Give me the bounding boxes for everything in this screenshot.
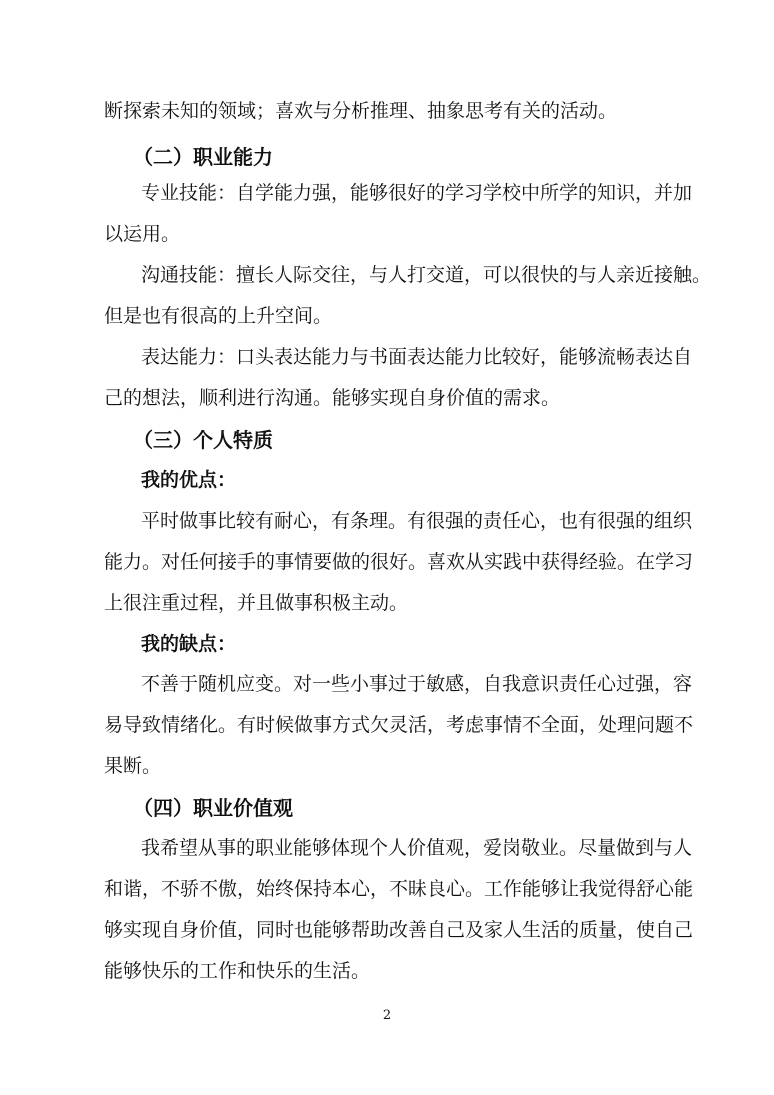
body-line: 果断。	[104, 755, 162, 777]
body-line: 够实现自身价值，同时也能够帮助改善自己及家人生活的质量，使自己	[104, 919, 694, 941]
section-heading: （四）职业价值观	[133, 796, 293, 820]
body-line: 我希望从事的职业能够体现个人价值观，爱岗敬业。尽量做到与人	[141, 837, 693, 859]
section-heading: （三）个人特质	[133, 428, 273, 452]
body-line: 沟通技能：擅长人际交往，与人打交道，可以很快的与人亲近接触。	[141, 264, 712, 286]
body-line: 能力。对任何接手的事情要做的很好。喜欢从实践中获得经验。在学习	[104, 551, 694, 573]
page-number: 2	[382, 1008, 392, 1023]
body-line: 但是也有很高的上升空间。	[104, 305, 333, 327]
body-line: 易导致情绪化。有时候做事方式欠灵活，考虑事情不全面，处理问题不	[104, 714, 694, 736]
body-line: 上很注重过程，并且做事积极主动。	[104, 592, 409, 614]
subheading: 我的缺点：	[141, 633, 237, 655]
section-heading: （二）职业能力	[133, 145, 273, 169]
body-line: 己的想法，顺利进行沟通。能够实现自身价值的需求。	[104, 387, 561, 409]
body-line: 能够快乐的工作和快乐的生活。	[104, 960, 371, 982]
subheading: 我的优点：	[141, 469, 237, 491]
body-line: 专业技能：自学能力强，能够很好的学习学校中所学的知识，并加	[141, 182, 693, 204]
body-line: 断探索未知的领域；喜欢与分析推理、抽象思考有关的活动。	[104, 100, 618, 122]
body-line: 和谐，不骄不傲，始终保持本心，不昧良心。工作能够让我觉得舒心能	[104, 878, 694, 900]
body-line: 不善于随机应变。对一些小事过于敏感，自我意识责任心过强，容	[141, 673, 693, 695]
body-line: 表达能力：口头表达能力与书面表达能力比较好，能够流畅表达自	[141, 346, 693, 368]
body-line: 以运用。	[104, 223, 181, 245]
body-line: 平时做事比较有耐心，有条理。有很强的责任心，也有很强的组织	[141, 510, 693, 532]
